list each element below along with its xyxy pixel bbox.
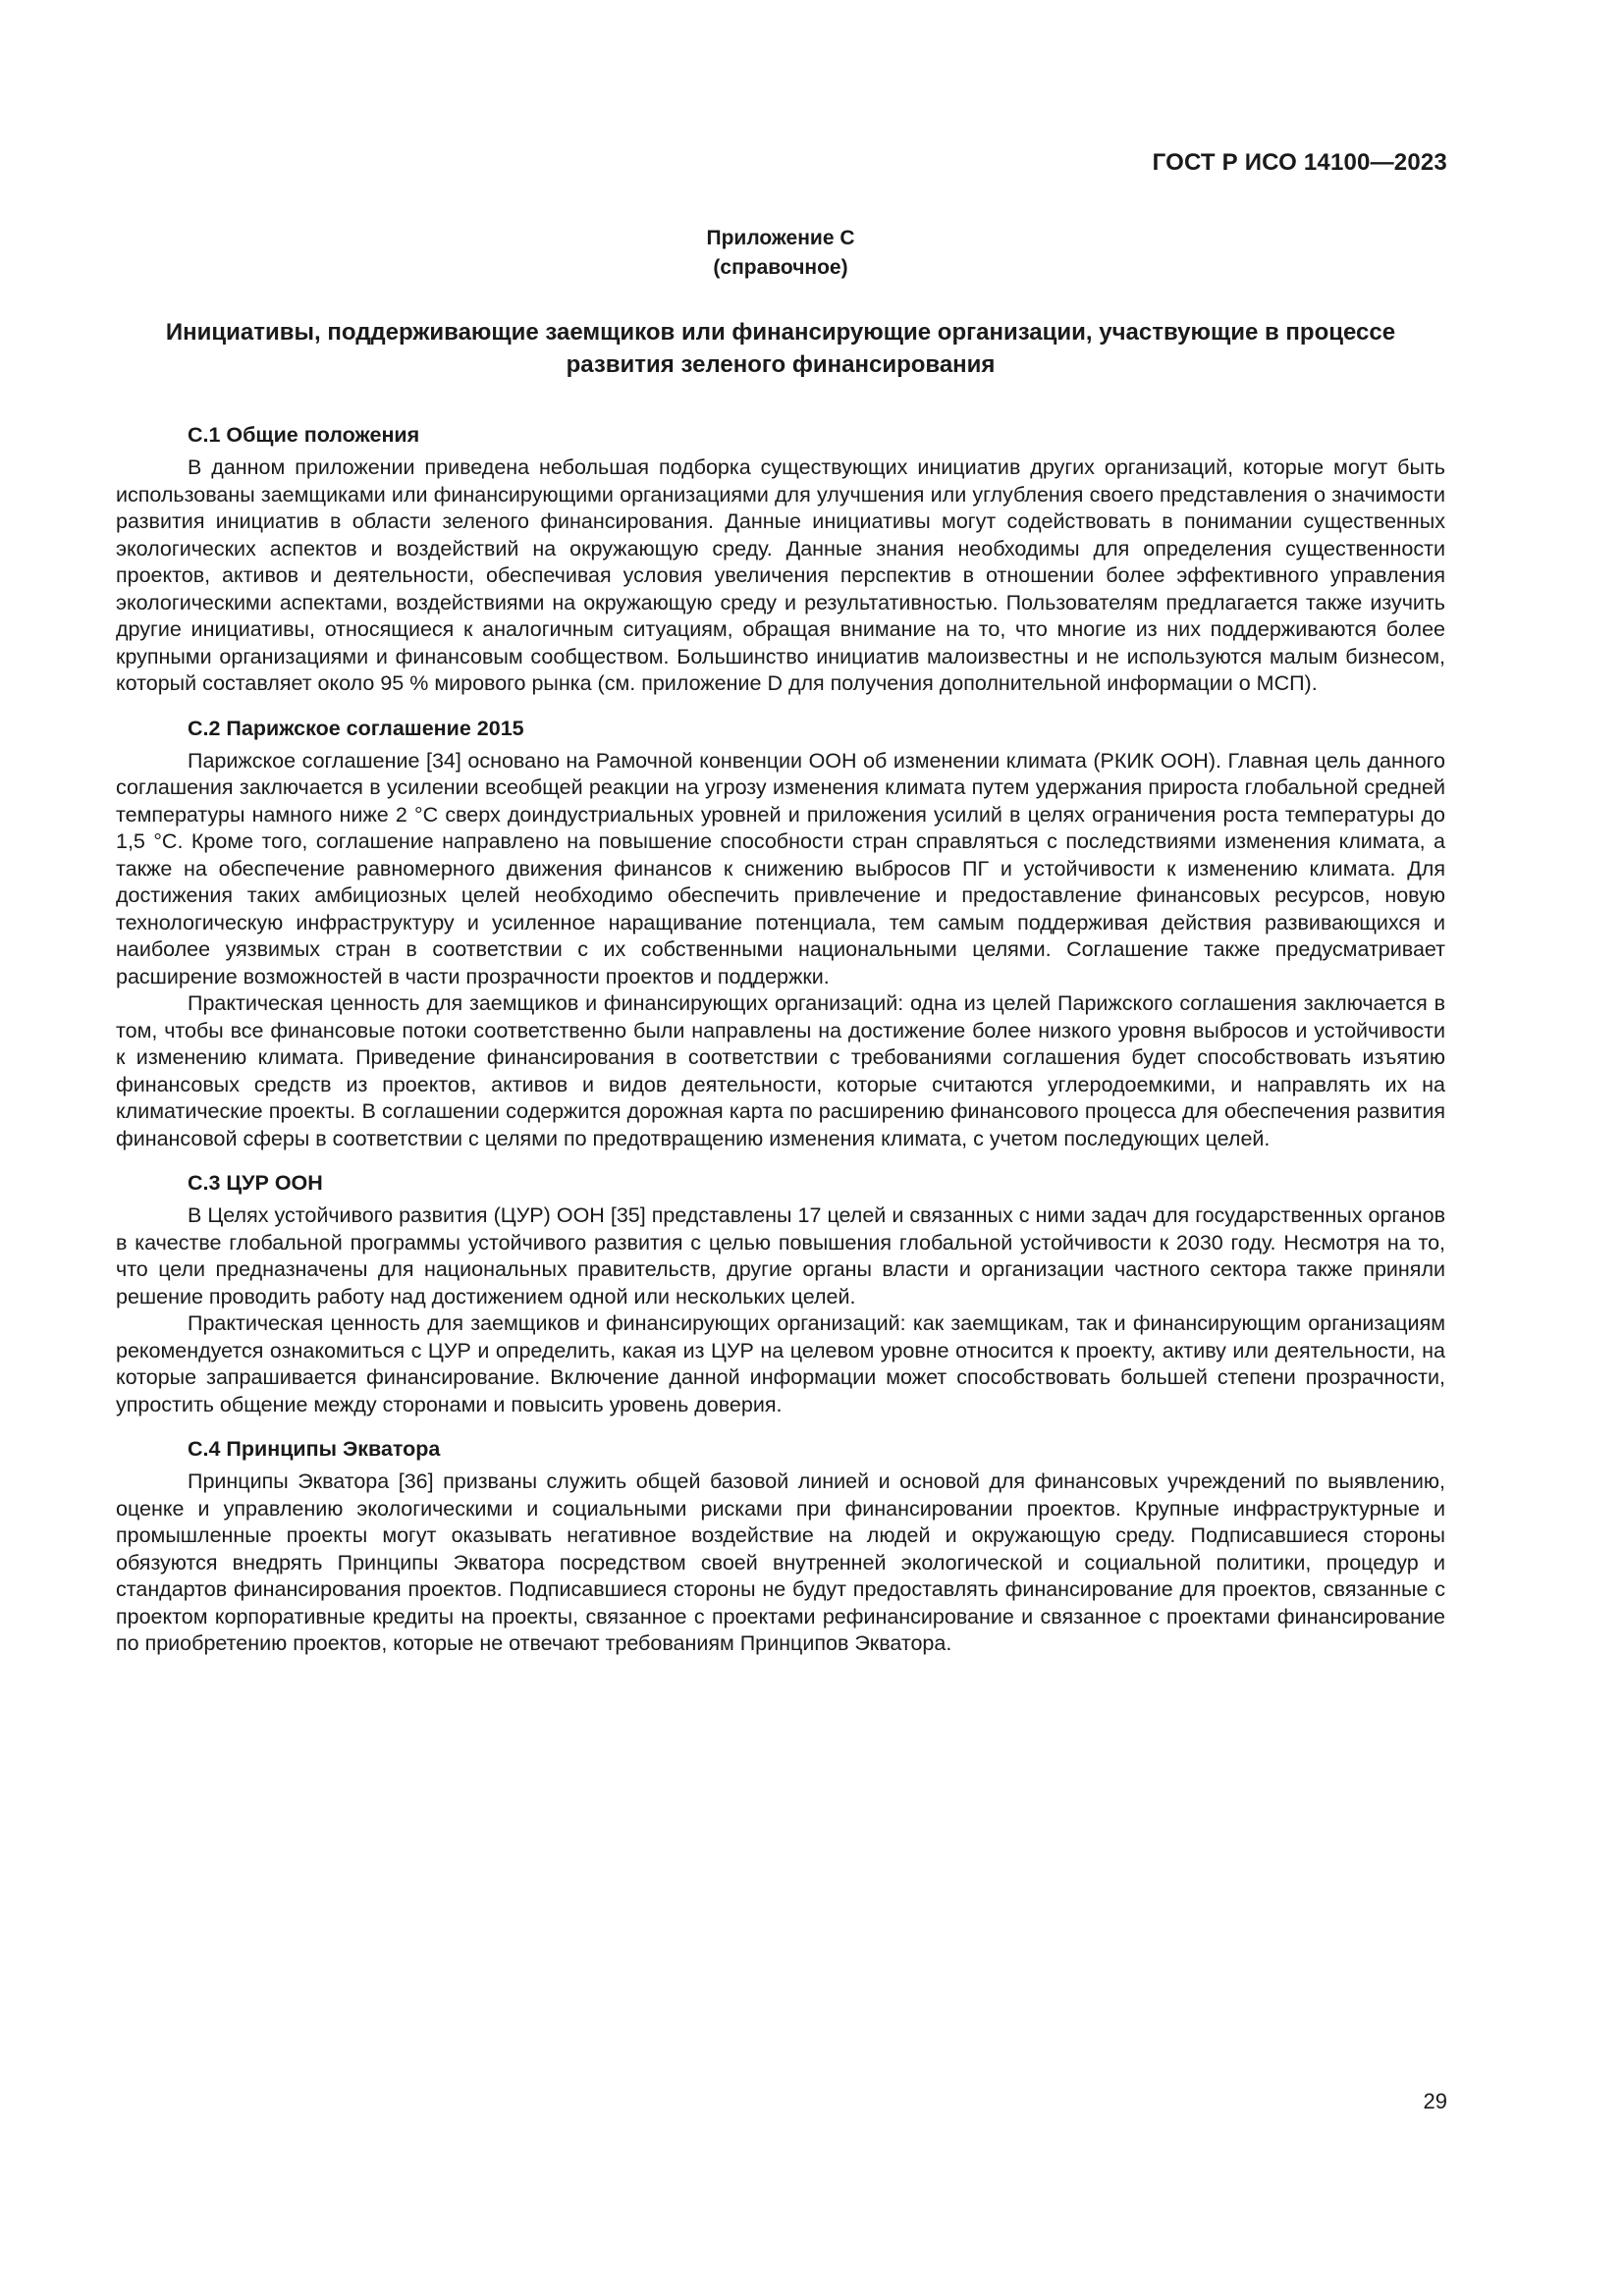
section-heading: С.1 Общие положения <box>188 423 420 447</box>
section-c2 <box>116 714 1445 1153</box>
annex-heading: Инициативы, поддерживающие заемщиков или финансирующие организации, участвующие в процессе развития зеленого финансирования <box>165 319 1396 378</box>
paragraph: Практическая ценность для заемщиков и финансирующих организаций: одна из целей Парижского соглашения заключается в том, чтобы все финансовые потоки соответственно были направлены на достижение более низкого уровня выбросов и устойчивости к изменению климата. Приведение финансирования в соответствии с требованиями соглашения будет способствовать изъятию финансовых средств из проектов, активов и видов деятельности, которые считаются углеродоемкими, и направлять их на климатические проекты. В соглашении содержится дорожная карта по расширению финансового процесса для обеспечения развития финансовой сферы в соответствии с целями по предотвращению изменения климата, с учетом последующих целей. <box>116 991 1445 1150</box>
annex-type: (справочное) <box>713 256 848 279</box>
section-c3 <box>116 1168 1445 1418</box>
paragraph: Практическая ценность для заемщиков и финансирующих организаций: как заемщикам, так и финансирующим организациям рекомендуется ознакомиться с ЦУР и определить, какая из ЦУР на целевом уровне относится к проекту, активу или деятельности, на которые запрашивается финансирование. Включение данной информации может способствовать большей степени прозрачности, упростить общение между сторонами и повысить уровень доверия. <box>116 1311 1445 1416</box>
paragraph: Принципы Экватора [36] призваны служить общей базовой линией и основой для финансовых учреждений по выявлению, оценке и управлению экологическими и социальными рисками при финансировании проектов. Крупные инфраструктурные и промышленные проекты могут оказывать негативное воздействие на людей и окружающую среду. Подписавшиеся стороны обязуются внедрять Принципы Экватора посредством своей внутренней экологической и социальной политики, процедур и стандартов финансирования проектов. Подписавшиеся стороны не будут предоставлять финансирование для проектов, связанные с проектом корпоративные кредиты на проекты, связанное с проектами рефинансирование и связанное с проектами финансирование по приобретению проектов, которые не отвечают требованиям Принципов Экватора. <box>116 1469 1445 1655</box>
annex-title: Приложение С <box>706 227 855 249</box>
page-number: 29 <box>1423 2089 1447 2113</box>
paragraph: В Целях устойчивого развития (ЦУР) ООН [35] представлены 17 целей и связанных с ними задач для государственных органов в качестве глобальной программы устойчивого развития с целью повышения глобальной устойчивости к 2030 году. Несмотря на то, что цели предназначены для национальных правительств, другие органы власти и организации частного сектора также приняли решение проводить работу над достижением одной или нескольких целей. <box>116 1203 1445 1308</box>
section-c1 <box>116 420 1445 698</box>
section-heading: С.4 Принципы Экватора <box>188 1437 441 1461</box>
paragraph: Парижское соглашение [34] основано на Рамочной конвенции ООН об изменении климата (РКИК ООН). Главная цель данного соглашения заключается в усилении всеобщей реакции на угрозу изменения климата путем удержания прироста глобальной средней температуры намного ниже 2 °С сверх доиндустриальных уровней и приложения усилий в целях ограничения роста температуры до 1,5 °С. Кроме того, соглашение направлено на повышение способности стран справляться с последствиями изменения климата, а также на обеспечение равномерного движения финансов к снижению выбросов ПГ и устойчивости к изменению климата. Для достижения таких амбициозных целей необходимо обеспечить привлечение и предоставление финансовых ресурсов, новую технологическую инфраструктуру и усиленное наращивание потенциала, тем самым поддерживая действия развивающихся и наиболее уязвимых стран в соответствии с их собственными национальными целями. Соглашение также предусматривает расширение возможностей в части прозрачности проектов и поддержки. <box>116 748 1445 988</box>
section-heading: С.3 ЦУР ООН <box>188 1171 323 1195</box>
document-code: ГОСТ Р ИСО 14100—2023 <box>1152 149 1447 176</box>
page-content <box>116 224 1445 1658</box>
section-heading: С.2 Парижское соглашение 2015 <box>188 716 524 740</box>
paragraph: В данном приложении приведена небольшая подборка существующих инициатив других организаций, которые могут быть использованы заемщиками или финансирующими организациями для улучшения или углубления своего представления о значимости развития инициатив в области зеленого финансирования. Данные инициативы могут содействовать в понимании существенных экологических аспектов и воздействий на окружающую среду. Данные знания необходимы для определения существенности проектов, активов и деятельности, обеспечивая условия увеличения перспектив в отношении более эффективного управления экологическими аспектами, воздействиями на окружающую среду и результативностью. Пользователям предлагается также изучить другие инициативы, относящиеся к аналогичным ситуациям, обращая внимание на то, что многие из них поддерживаются более крупными организациями и финансовым сообществом. Большинство инициатив малоизвестны и не используются малым бизнесом, который составляет около 95 % мирового рынка (см. приложение D для получения дополнительной информации о МСП). <box>116 455 1445 695</box>
section-c4 <box>116 1434 1445 1658</box>
